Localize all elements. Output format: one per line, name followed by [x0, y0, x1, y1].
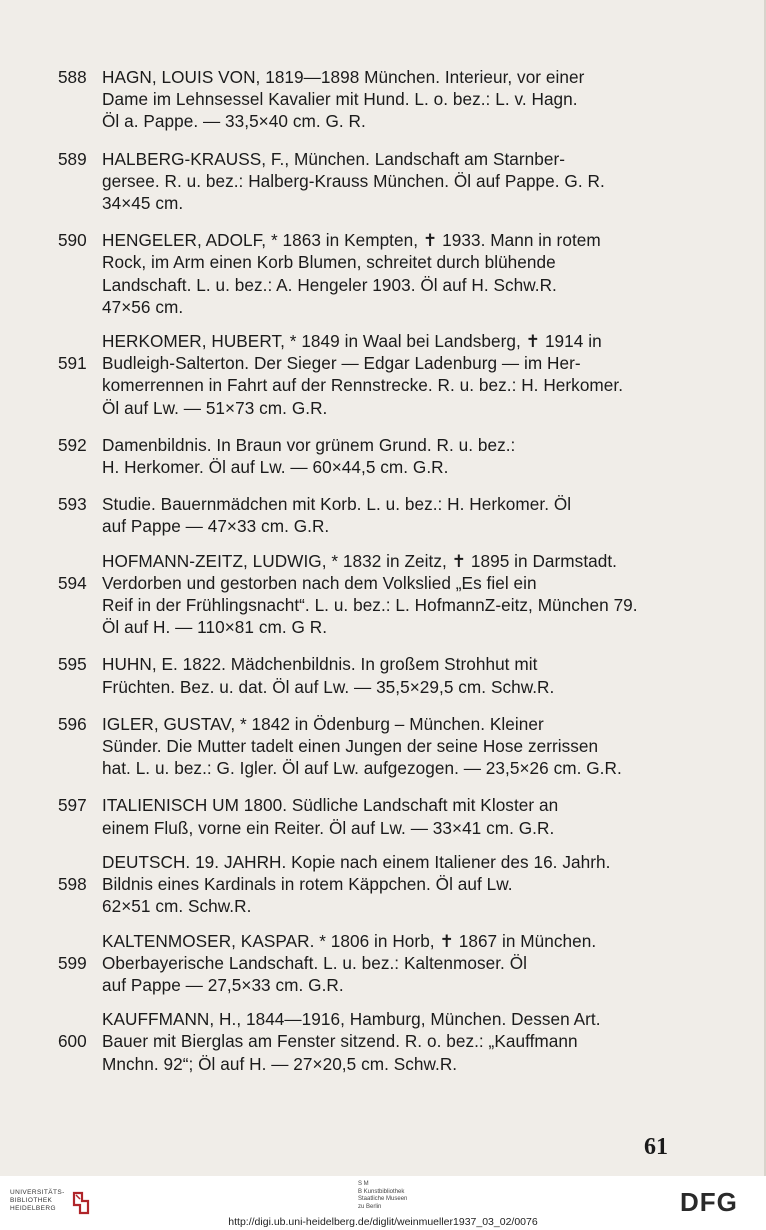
- entry-line: ITALIENISCH UM 1800. Südliche Landschaft mit Kloster an: [102, 795, 559, 816]
- lot-number: 596: [58, 713, 87, 734]
- catalog-entry: [58, 653, 684, 697]
- entry-line: Dame im Lehnsessel Kavalier mit Hund. L. o. bez.: L. v. Hagn.: [102, 89, 578, 110]
- entry-line: hat. L. u. bez.: G. Igler. Öl auf Lw. aufgezogen. — 23,5×26 cm. G.R.: [102, 758, 622, 779]
- lot-number: 592: [58, 434, 87, 455]
- entry-line: Bauer mit Bierglas am Fenster sitzend. R. o. bez.: „Kauffmann: [102, 1031, 578, 1052]
- entry-line: Rock, im Arm einen Korb Blumen, schreitet durch blühende: [102, 252, 556, 273]
- artist-heading: HOFMANN-ZEITZ, LUDWIG, * 1832 in Zeitz, ✝ 1895 in Darmstadt.: [102, 550, 618, 571]
- entry-line: HENGELER, ADOLF, * 1863 in Kempten, ✝ 1933. Mann in rotem: [102, 230, 601, 251]
- entry-line: Öl auf Lw. — 51×73 cm. G.R.: [102, 397, 328, 418]
- lot-number: 588: [58, 67, 87, 87]
- kunstbibliothek-logo: S M B Kunstbibliothek Staatliche Museen zu Berlin: [358, 1181, 408, 1210]
- lot-number: 599: [58, 952, 87, 973]
- entry-line: HAGN, LOUIS VON, 1819—1898 München. Interieur, vor einer: [102, 67, 585, 87]
- entry-line: HALBERG-KRAUSS, F., München. Landschaft am Starnber-: [102, 148, 566, 169]
- lot-number: 594: [58, 572, 87, 593]
- entry-line: Studie. Bauernmädchen mit Korb. L. u. bez.: H. Herkomer. Öl: [102, 494, 572, 515]
- entry-line: H. Herkomer. Öl auf Lw. — 60×44,5 cm. G.R.: [102, 457, 449, 478]
- artist-heading: KAUFFMANN, H., 1844—1916, Hamburg, München. Dessen Art.: [102, 1009, 601, 1030]
- catalog-entry: [58, 550, 684, 639]
- entry-line: Verdorben und gestorben nach dem Volkslied „Es fiel ein: [102, 572, 537, 593]
- entry-line: komerrennen in Fahrt auf der Rennstrecke. R. u. bez.: H. Herkomer.: [102, 375, 624, 396]
- entry-line: HUHN, E. 1822. Mädchenbildnis. In großem Strohhut mit: [102, 654, 538, 675]
- entry-line: 34×45 cm.: [102, 193, 184, 214]
- entry-line: auf Pappe — 47×33 cm. G.R.: [102, 516, 330, 537]
- dfg-logo[interactable]: [680, 1188, 756, 1214]
- catalog-entry: [58, 493, 684, 537]
- lot-number: 597: [58, 795, 87, 816]
- entry-line: Sünder. Die Mutter tadelt einen Jungen der seine Hose zerrissen: [102, 736, 599, 757]
- entry-line: 62×51 cm. Schw.R.: [102, 896, 252, 917]
- entry-line: Bildnis eines Kardinals in rotem Käppchen. Öl auf Lw.: [102, 874, 513, 895]
- library-crest-icon: [70, 1189, 92, 1217]
- entry-line: auf Pappe — 27,5×33 cm. G.R.: [102, 974, 344, 995]
- lot-number: 589: [58, 148, 87, 169]
- artist-heading: DEUTSCH. 19. JAHRH. Kopie nach einem Italiener des 16. Jahrh.: [102, 851, 611, 872]
- artist-heading: KALTENMOSER, KASPAR. * 1806 in Horb, ✝ 1867 in München.: [102, 930, 597, 951]
- catalog-entry: [58, 434, 684, 478]
- catalog-entry: [58, 713, 684, 780]
- entry-line: Reif in der Frühlingsnacht“. L. u. bez.: L. HofmannZ-eitz, München 79.: [102, 595, 638, 616]
- catalog-entry: [58, 930, 684, 997]
- entry-line: Budleigh-Salterton. Der Sieger — Edgar Ladenburg — im Her-: [102, 353, 581, 374]
- entry-line: Mnchn. 92“; Öl auf H. — 27×20,5 cm. Schw.R.: [102, 1053, 458, 1074]
- lot-number: 593: [58, 494, 87, 515]
- entry-line: IGLER, GUSTAV, * 1842 in Ödenburg – München. Kleiner: [102, 713, 544, 734]
- catalog-entry: [58, 851, 684, 918]
- catalog-entry: [58, 1008, 684, 1075]
- lot-number: 598: [58, 874, 87, 895]
- entry-line: Landschaft. L. u. bez.: A. Hengeler 1903. Öl auf H. Schw.R.: [102, 274, 557, 295]
- lot-number: 600: [58, 1031, 87, 1052]
- lot-number: 595: [58, 654, 87, 675]
- catalog-entry: [58, 330, 684, 419]
- entry-line: einem Fluß, vorne ein Reiter. Öl auf Lw. — 33×41 cm. G.R.: [102, 817, 555, 838]
- lot-number: 590: [58, 230, 87, 251]
- entry-line: Öl auf H. — 110×81 cm. G R.: [102, 617, 328, 638]
- catalog-entry: [58, 794, 684, 838]
- heidelberg-library-logo[interactable]: [10, 1189, 100, 1219]
- dfg-logo-text: DFG: [680, 1188, 738, 1214]
- entry-line: Früchten. Bez. u. dat. Öl auf Lw. — 35,5×29,5 cm. Schw.R.: [102, 676, 555, 697]
- source-url[interactable]: http://digi.ub.uni-heidelberg.de/diglit/weinmueller1937_03_02/0076: [228, 1216, 538, 1228]
- library-logo-text: UNIVERSITÄTS- BIBLIOTHEK HEIDELBERG: [10, 1189, 65, 1212]
- entry-line: Oberbayerische Landschaft. L. u. bez.: Kaltenmoser. Öl: [102, 952, 527, 973]
- viewer-footer: [0, 1176, 766, 1230]
- catalog-entry: [58, 148, 684, 215]
- page-number: 61: [644, 1134, 668, 1160]
- entry-line: Öl a. Pappe. — 33,5×40 cm. G. R.: [102, 111, 366, 132]
- catalog-entry: [58, 229, 684, 318]
- entry-line: 47×56 cm.: [102, 296, 184, 317]
- entry-line: Damenbildnis. In Braun vor grünem Grund. R. u. bez.:: [102, 434, 516, 455]
- entry-line: gersee. R. u. bez.: Halberg-Krauss München. Öl auf Pappe. G. R.: [102, 170, 605, 191]
- lot-number: 591: [58, 353, 87, 374]
- catalog-entry: [58, 66, 684, 133]
- artist-heading: HERKOMER, HUBERT, * 1849 in Waal bei Landsberg, ✝ 1914 in: [102, 331, 602, 352]
- catalog-entries: [58, 66, 684, 1075]
